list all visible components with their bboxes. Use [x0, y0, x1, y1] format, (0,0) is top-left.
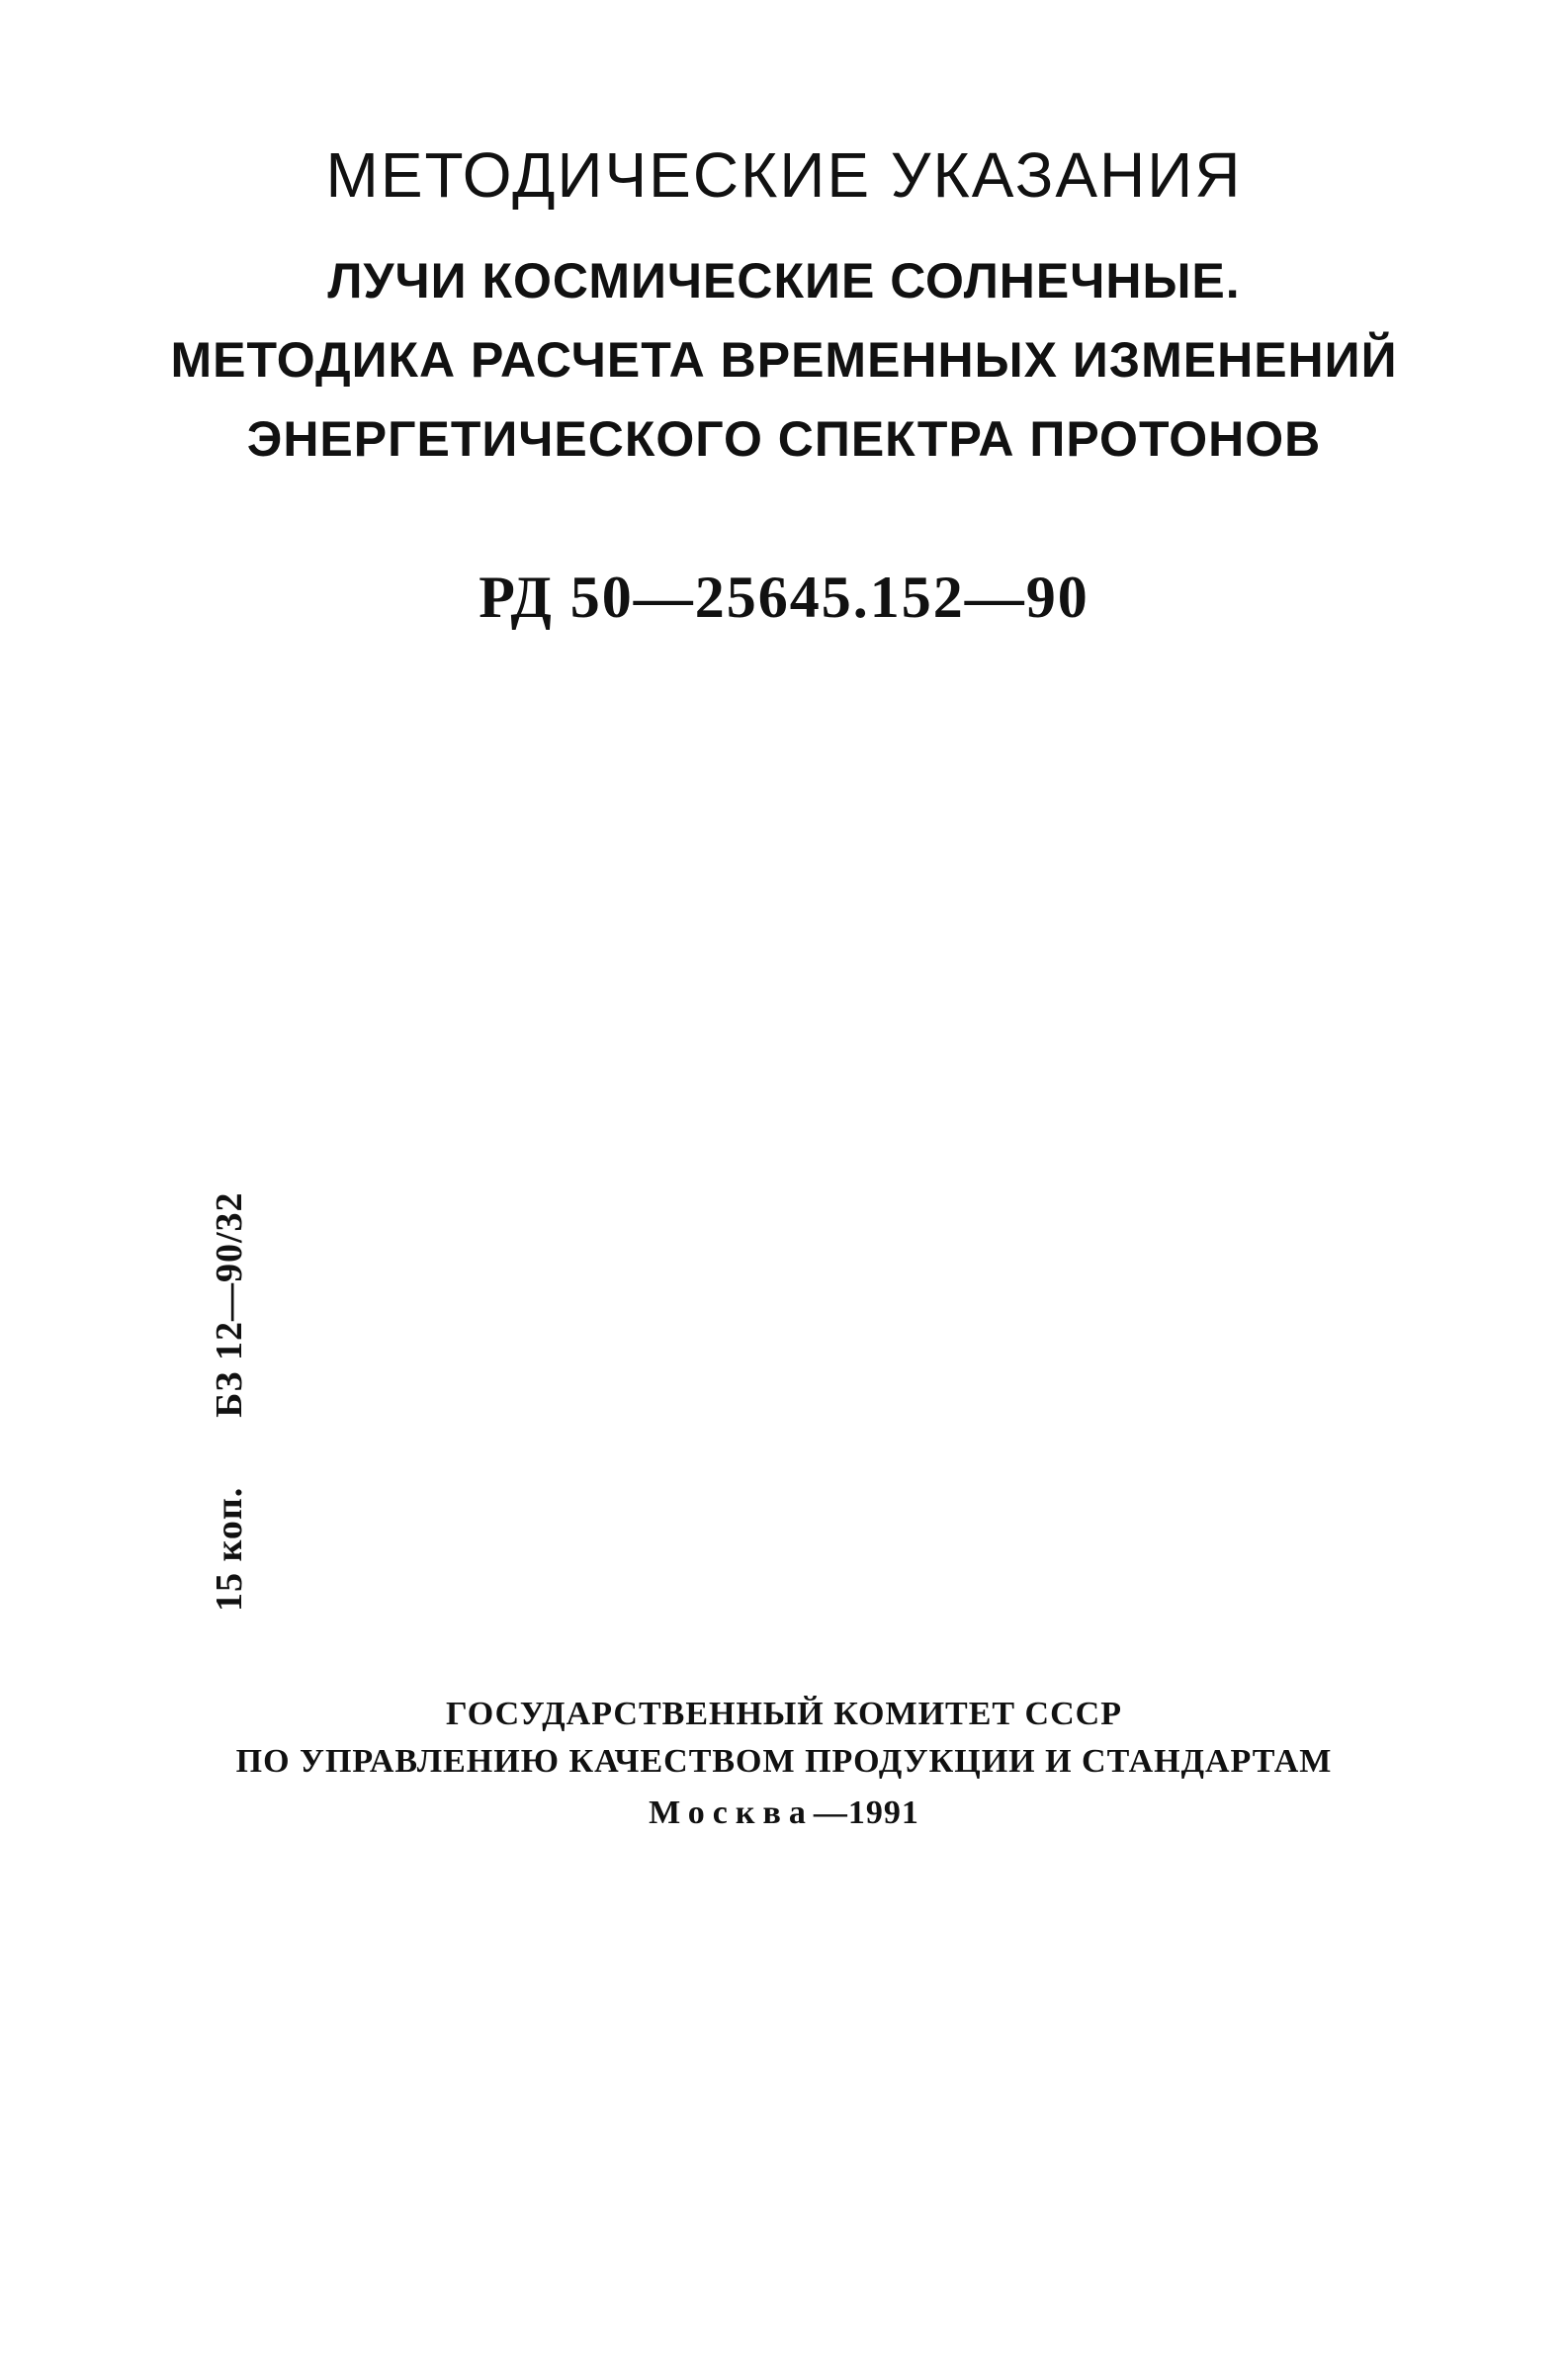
document-code: РД 50—25645.152—90 — [479, 565, 1089, 630]
subtitle-line-1: ЛУЧИ КОСМИЧЕСКИЕ СОЛНЕЧНЫЕ. — [327, 253, 1241, 308]
price-label: 15 коп. — [209, 1486, 250, 1612]
publication-city: Москва — [649, 1794, 814, 1831]
publication-place-year: Москва—1991 — [649, 1794, 919, 1831]
subtitle-line-3: ЭНЕРГЕТИЧЕСКОГО СПЕКТРА ПРОТОНОВ — [246, 411, 1322, 467]
document-title: МЕТОДИЧЕСКИЕ УКАЗАНИЯ — [325, 139, 1243, 211]
publisher-line-1: ГОСУДАРСТВЕННЫЙ КОМИТЕТ СССР — [446, 1696, 1122, 1732]
print-code-label: БЗ 12—90/32 — [209, 1191, 250, 1418]
subtitle-line-2: МЕТОДИКА РАСЧЕТА ВРЕМЕННЫХ ИЗМЕНЕНИЙ — [170, 332, 1398, 388]
publisher-line-2: ПО УПРАВЛЕНИЮ КАЧЕСТВОМ ПРОДУКЦИИ И СТАНДАРТАМ — [235, 1743, 1333, 1780]
side-note-price-code — [208, 1191, 251, 1612]
publication-year: 1991 — [847, 1794, 919, 1831]
